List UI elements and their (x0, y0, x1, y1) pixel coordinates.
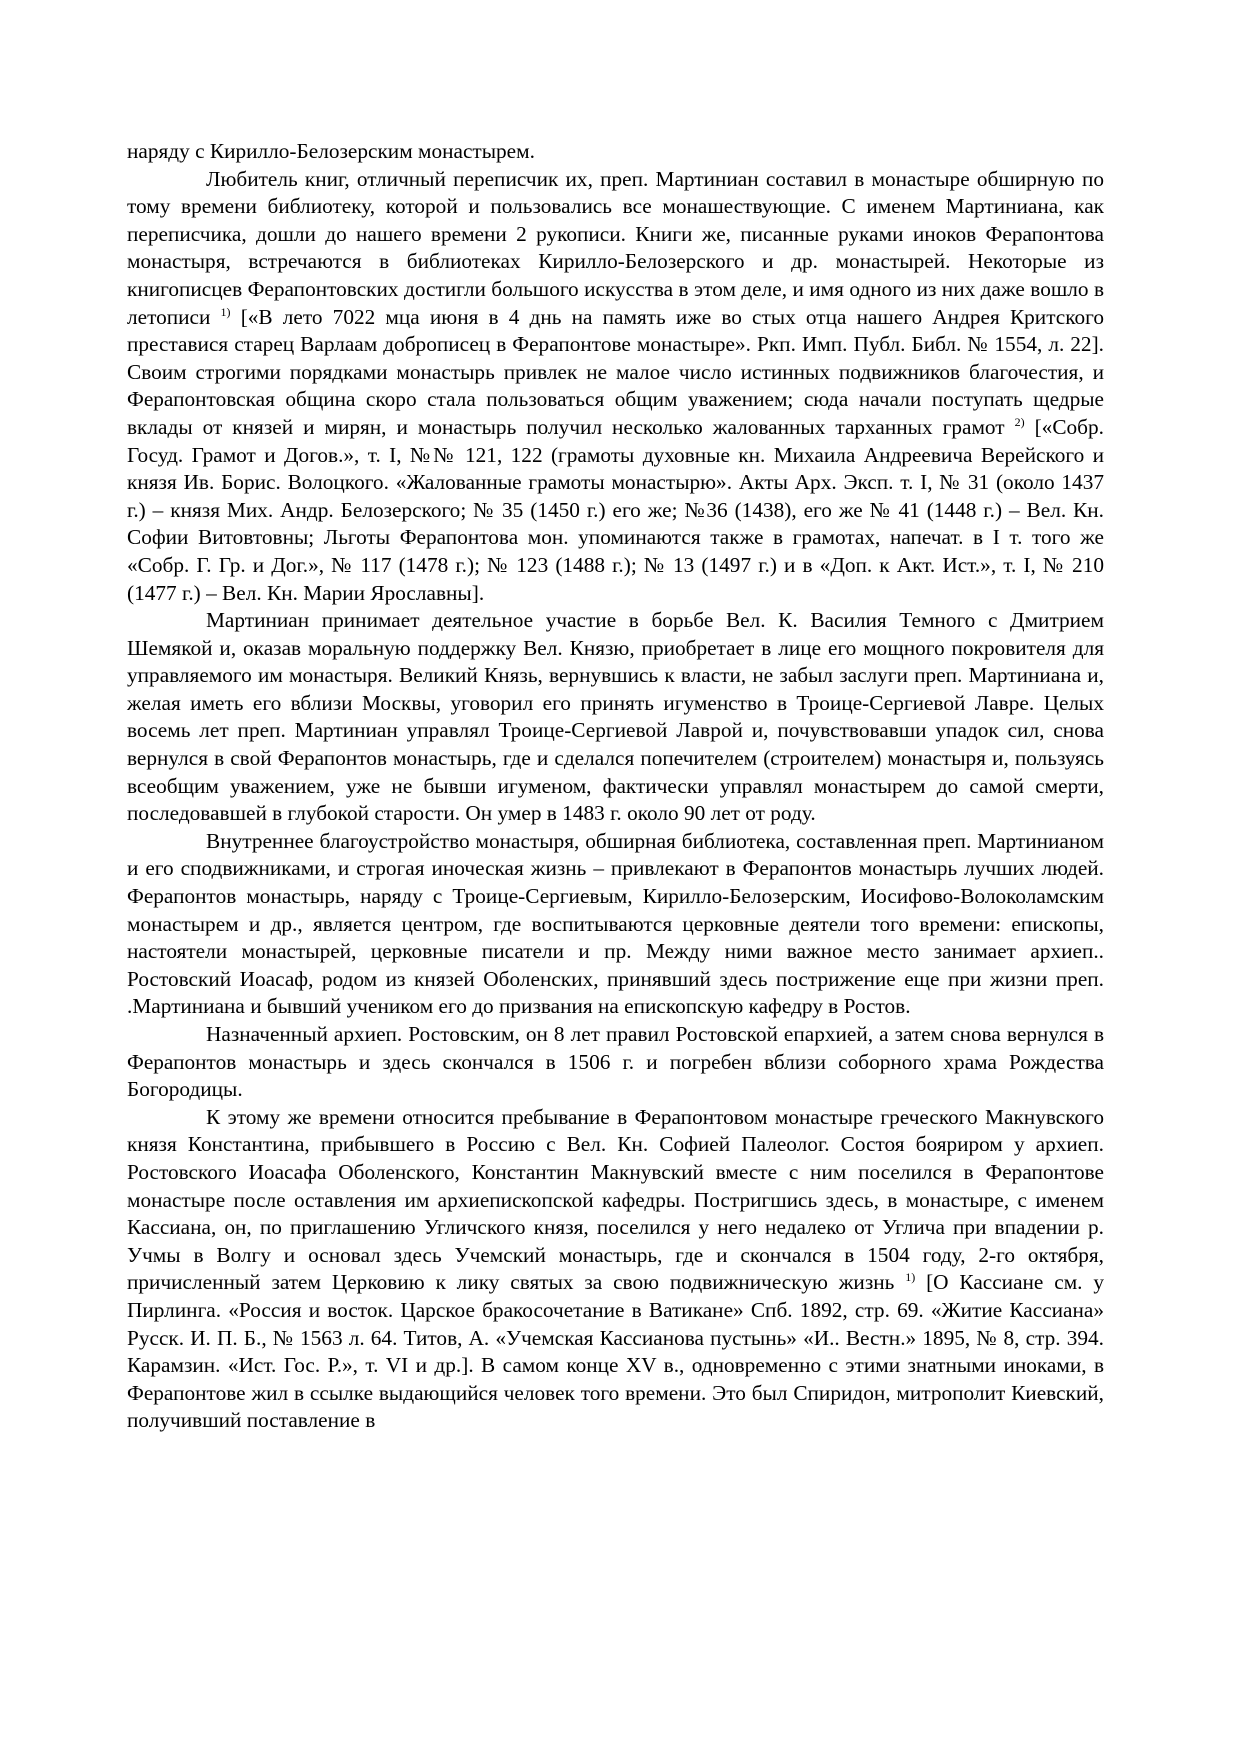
paragraph-5 (127, 1021, 1104, 1104)
text-run: Мартиниан принимает деятельное участие в борьбе Вел. К. Василия Темного с Дмитрием Шемякой и, оказав моральную поддержку Вел. Князю, приобретает в лице его мощного покровителя для управляемого им монастыря. Великий Князь, вернувшись к власти, не забыл заслуги преп. Мартиниана и, желая иметь его вблизи Москвы, уговорил его принять игуменство в Троице-Сергиевой Лавре. Целых восемь лет преп. Мартиниан управлял Троице-Сергиевой Лаврой и, почувствовавши упадок сил, снова вернулся в свой Ферапонтов монастырь, где и сделался попечителем (строителем) монастыря и, пользуясь всеобщим уважением, уже не бывши игуменом, фактически управлял монастырем до самой смерти, последовавшей в глубокой старости. Он умер в 1483 г. около 90 лет от роду. (127, 608, 1104, 826)
text-run: Внутреннее благоустройство монастыря, обширная библиотека, составленная преп. Мартинианом и его сподвижниками, и строгая иноческая жизнь – привлекают в Ферапонтов монастырь лучших людей. Ферапонтов монастырь, наряду с Троице-Сергиевым, Кирилло-Белозерским, Иосифово-Волоколамским монастырем и др., является центром, где воспитываются церковные деятели того времени: епископы, настоятели монастырей, церковные писатели и пр. Между ними важное место занимает архиеп.. Ростовский Иоасаф, родом из князей Оболенских, принявший здесь пострижение еще при жизни преп. .Мартиниана и бывший учеником его до призвания на епископскую кафедру в Ростов. (127, 828, 1104, 1019)
paragraph-3 (127, 607, 1104, 828)
text-run: Любитель книг, отличный переписчик их, преп. Мартиниан составил в монастыре обширную по тому времени библиотеку, которой и пользовались все монашествующие. С именем Мартиниана, как переписчика, дошли до нашего времени 2 рукописи. Книги же, писанные руками иноков Ферапонтова монастыря, встречаются в библиотеках Кирилло-Белозерского и др. монастырей. Некоторые из книгописцев Ферапонтовских достигли большого искусства в этом деле, и имя одного из них даже вошло в летописи (127, 166, 1104, 329)
text-run: Назначенный архиеп. Ростовским, он 8 лет правил Ростовской епархией, а затем снова вернулся в Ферапонтов монастырь и здесь скончался в 1506 г. и погребен вблизи соборного храма Рождества Богородицы. (127, 1022, 1104, 1102)
text-run: К этому же времени относится пребывание в Ферапонтовом монастыре греческого Макнувского князя Константина, прибывшего в Россию с Вел. Кн. Софией Палеолог. Состоя бояриром у архиеп. Ростовского Иоасафа Оболенского, Константин Макнувский вместе с ним поселился в Ферапонтове монастыре после оставления им архиепископской кафедры. Постригшись здесь, в монастыре, с именем Кассиана, он, по приглашению Угличского князя, поселился у него недалеко от Углича при впадении р. Учмы в Волгу и основал здесь Учемский монастырь, где и скончался в 1504 году, 2-го октября, причисленный затем Церковию к лику святых за свою подвижническую жизнь (127, 1104, 1104, 1295)
document-page (127, 138, 1104, 1435)
footnote-marker: 2) (1014, 415, 1025, 430)
text-run: [О Кассиане см. у Пирлинга. «Россия и восток. Царское бракосочетание в Ватикане» Спб. 1892, стр. 69. «Житие Кассиана» Русск. И. П. Б., № 1563 л. 64. Титов, А. «Учемская Кассианова пустынь» «И.. Вестн.» 1895, № 8, стр. 394. Карамзин. «Ист. Гос. Р.», т. VI и др.]. В самом конце XV в., одновременно с этими знатными иноками, в Ферапонтове жил в ссылке выдающийся человек того времени. Это был Спиридон, митрополит Киевский, получивший поставление в (127, 1270, 1105, 1433)
footnote-marker: 1) (220, 304, 231, 319)
paragraph-4 (127, 828, 1104, 1021)
paragraph-6 (127, 1104, 1104, 1435)
text-run: [«Собр. Госуд. Грамот и Догов.», т. I, №№ 121, 122 (грамоты духовные кн. Михаила Андреевича Верейского и князя Ив. Борис. Волоцкого. «Жалованные грамоты монастырю». Акты Арх. Эксп. т. I, № 31 (около 1437 г.) – князя Мих. Андр. Белозерского; № 35 (1450 г.) его же; №36 (1438), его же № 41 (1448 г.) – Вел. Кн. Софии Витовтовны; Льготы Ферапонтова мон. упоминаются также в грамотах, напечат. в I т. того же «Собр. Г. Гр. и Дог.», № 117 (1478 г.); № 123 (1488 г.); № 13 (1497 г.) и в «Доп. к Акт. Ист.», т. I, № 210 (1477 г.) – Вел. Кн. Марии Ярославны]. (127, 414, 1104, 605)
paragraph-2 (127, 166, 1104, 608)
footnote-marker: 1) (905, 1270, 916, 1285)
text-run: [«В лето 7022 мца июня в 4 днь на память иже во стых отца нашего Андрея Критского преставися старец Варлаам доброписец в Ферапонтове монастыре». Ркп. Имп. Публ. Библ. № 1554, л. 22]. Своим строгими порядками монастырь привлек не малое число истинных подвижников благочестия, и Ферапонтовская община скоро стала пользоваться общим уважением; сюда начали поступать щедрые вклады от князей и мирян, и монастырь получил несколько жалованных тарханных грамот (127, 304, 1104, 439)
paragraph-1 (127, 138, 1104, 166)
text-run: наряду с Кирилло-Белозерским монастырем. (127, 139, 535, 163)
